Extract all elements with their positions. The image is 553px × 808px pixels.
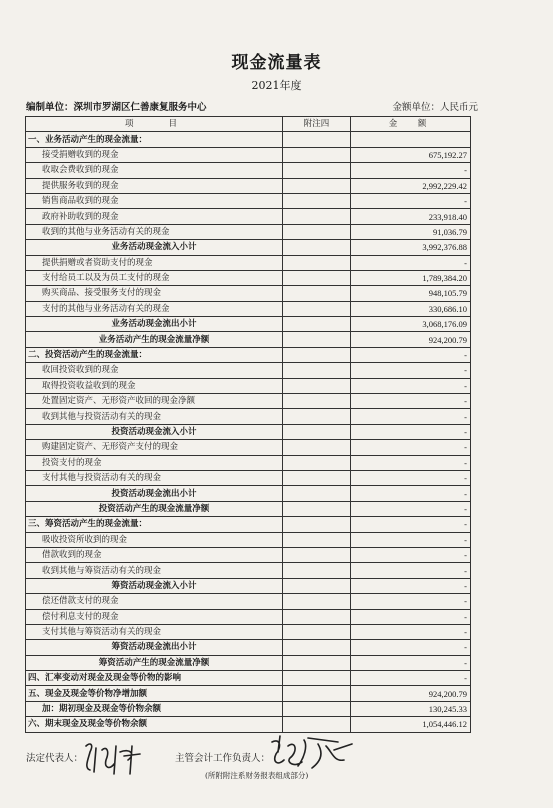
table-row xyxy=(26,609,471,624)
row-note xyxy=(283,317,351,332)
table-row xyxy=(26,486,471,501)
row-amount: - xyxy=(351,163,471,178)
accounting-head-signature xyxy=(268,732,358,776)
row-note xyxy=(283,594,351,609)
row-label: 四、汇率变动对现金及现金等价物的影响 xyxy=(26,671,283,686)
row-note xyxy=(283,532,351,547)
row-note xyxy=(283,455,351,470)
row-note xyxy=(283,717,351,732)
table-header-row xyxy=(26,117,471,132)
row-amount: - xyxy=(351,517,471,532)
table-row xyxy=(26,470,471,485)
table-row xyxy=(26,547,471,562)
column-header-amount: 金 额 xyxy=(351,117,471,132)
row-amount: - xyxy=(351,394,471,409)
row-label: 收取会费收到的现金 xyxy=(26,163,283,178)
table-row xyxy=(26,532,471,547)
table-row xyxy=(26,363,471,378)
table-row xyxy=(26,624,471,639)
table-row xyxy=(26,178,471,193)
row-amount: 924,200.79 xyxy=(351,686,471,701)
row-label: 加：期初现金及现金等价物余额 xyxy=(26,701,283,716)
row-note xyxy=(283,655,351,670)
row-amount: - xyxy=(351,563,471,578)
table-row xyxy=(26,286,471,301)
row-amount: - xyxy=(351,363,471,378)
row-label: 收到其他与投资活动有关的现金 xyxy=(26,409,283,424)
row-amount: 1,054,446.12 xyxy=(351,717,471,732)
table-row xyxy=(26,640,471,655)
row-amount: - xyxy=(351,501,471,516)
footnote: (所附附注系财务报表组成部分) xyxy=(205,771,309,780)
row-note xyxy=(283,517,351,532)
row-amount: 233,918.40 xyxy=(351,209,471,224)
row-label: 投资活动现金流出小计 xyxy=(26,486,283,501)
table-row xyxy=(26,224,471,239)
accounting-head-label: 主管会计工作负责人： xyxy=(175,753,271,764)
row-note xyxy=(283,240,351,255)
row-label: 二、投资活动产生的现金流量： xyxy=(26,347,283,362)
row-amount: 675,192.27 xyxy=(351,147,471,162)
row-note xyxy=(283,332,351,347)
row-amount: - xyxy=(351,424,471,439)
row-note xyxy=(283,209,351,224)
row-note xyxy=(283,409,351,424)
legal-representative-label: 法定代表人： xyxy=(26,753,84,764)
row-label: 一、业务活动产生的现金流量： xyxy=(26,132,283,147)
row-label: 吸收投资所收到的现金 xyxy=(26,532,283,547)
table-row xyxy=(26,563,471,578)
row-label: 接受捐赠收到的现金 xyxy=(26,147,283,162)
table-row xyxy=(26,347,471,362)
row-amount: - xyxy=(351,409,471,424)
row-label: 五、现金及现金等价物净增加额 xyxy=(26,686,283,701)
row-amount: - xyxy=(351,440,471,455)
row-amount: - xyxy=(351,532,471,547)
row-note xyxy=(283,547,351,562)
table-row xyxy=(26,409,471,424)
table-row xyxy=(26,717,471,732)
row-amount: - xyxy=(351,455,471,470)
row-note xyxy=(283,701,351,716)
row-label: 提供捐赠或者资助支付的现金 xyxy=(26,255,283,270)
row-note xyxy=(283,178,351,193)
row-label: 业务活动现金流入小计 xyxy=(26,240,283,255)
table-row xyxy=(26,240,471,255)
row-amount: - xyxy=(351,640,471,655)
row-label: 购买商品、接受服务支付的现金 xyxy=(26,286,283,301)
row-amount: 130,245.33 xyxy=(351,701,471,716)
table-row xyxy=(26,301,471,316)
row-label: 销售商品收到的现金 xyxy=(26,193,283,208)
table-row xyxy=(26,578,471,593)
row-label: 购建固定资产、无形资产支付的现金 xyxy=(26,440,283,455)
column-header-note: 附注四 xyxy=(283,117,351,132)
row-label: 业务活动现金流出小计 xyxy=(26,317,283,332)
row-label: 偿还借款支付的现金 xyxy=(26,594,283,609)
row-amount: - xyxy=(351,671,471,686)
table-row xyxy=(26,270,471,285)
row-label: 支付其他与投资活动有关的现金 xyxy=(26,470,283,485)
row-label: 支付的其他与业务活动有关的现金 xyxy=(26,301,283,316)
row-note xyxy=(283,470,351,485)
row-label: 借款收到的现金 xyxy=(26,547,283,562)
table-row xyxy=(26,394,471,409)
table-row xyxy=(26,193,471,208)
table-row xyxy=(26,701,471,716)
row-note xyxy=(283,424,351,439)
row-note xyxy=(283,301,351,316)
row-note xyxy=(283,440,351,455)
row-amount: - xyxy=(351,609,471,624)
report-year: 2021年度 xyxy=(251,79,302,92)
row-label: 支付其他与筹资活动有关的现金 xyxy=(26,624,283,639)
row-amount: - xyxy=(351,594,471,609)
row-amount: - xyxy=(351,193,471,208)
table-row xyxy=(26,517,471,532)
table-row xyxy=(26,455,471,470)
currency-unit: 金额单位：人民币元 xyxy=(392,102,478,113)
row-amount: - xyxy=(351,486,471,501)
table-body xyxy=(26,132,471,732)
reporting-entity: 编制单位：深圳市罗湖区仁善康复服务中心 xyxy=(26,102,207,113)
row-amount: 948,105.79 xyxy=(351,286,471,301)
row-label: 投资活动现金流入小计 xyxy=(26,424,283,439)
row-note xyxy=(283,286,351,301)
row-amount: - xyxy=(351,624,471,639)
table-row xyxy=(26,655,471,670)
row-note xyxy=(283,255,351,270)
row-note xyxy=(283,193,351,208)
row-amount: - xyxy=(351,378,471,393)
legal-rep-signature xyxy=(80,738,155,778)
row-note xyxy=(283,563,351,578)
row-label: 三、筹资活动产生的现金流量： xyxy=(26,517,283,532)
row-label: 取得投资收益收到的现金 xyxy=(26,378,283,393)
table-row xyxy=(26,378,471,393)
row-label: 偿付利息支付的现金 xyxy=(26,609,283,624)
report-title: 现金流量表 xyxy=(231,53,322,73)
row-note xyxy=(283,347,351,362)
row-amount: 924,200.79 xyxy=(351,332,471,347)
row-note xyxy=(283,363,351,378)
row-note xyxy=(283,640,351,655)
row-note xyxy=(283,394,351,409)
table-row xyxy=(26,255,471,270)
row-label: 提供服务收到的现金 xyxy=(26,178,283,193)
column-header-item: 项 目 xyxy=(26,117,283,132)
row-note xyxy=(283,501,351,516)
row-note xyxy=(283,486,351,501)
row-note xyxy=(283,132,351,147)
table-row xyxy=(26,132,471,147)
row-label: 投资支付的现金 xyxy=(26,455,283,470)
row-label: 支付给员工以及为员工支付的现金 xyxy=(26,270,283,285)
row-label: 筹资活动现金流入小计 xyxy=(26,578,283,593)
row-note xyxy=(283,609,351,624)
row-note xyxy=(283,624,351,639)
table-row xyxy=(26,686,471,701)
row-amount: 2,992,229.42 xyxy=(351,178,471,193)
row-note xyxy=(283,224,351,239)
row-amount: - xyxy=(351,655,471,670)
row-amount: 1,789,384.20 xyxy=(351,270,471,285)
row-amount: 3,068,176.09 xyxy=(351,317,471,332)
table-row xyxy=(26,671,471,686)
row-label: 处置固定资产、无形资产收回的现金净额 xyxy=(26,394,283,409)
row-label: 业务活动产生的现金流量净额 xyxy=(26,332,283,347)
row-amount: - xyxy=(351,578,471,593)
table-row xyxy=(26,317,471,332)
row-label: 收到的其他与业务活动有关的现金 xyxy=(26,224,283,239)
row-amount: - xyxy=(351,255,471,270)
table-row xyxy=(26,440,471,455)
table-row xyxy=(26,332,471,347)
row-note xyxy=(283,686,351,701)
row-note xyxy=(283,578,351,593)
cash-flow-table xyxy=(25,116,471,733)
row-amount: - xyxy=(351,470,471,485)
row-note xyxy=(283,378,351,393)
table-row xyxy=(26,594,471,609)
row-label: 六、期末现金及现金等价物余额 xyxy=(26,717,283,732)
row-label: 投资活动产生的现金流量净额 xyxy=(26,501,283,516)
table-row xyxy=(26,163,471,178)
row-label: 政府补助收到的现金 xyxy=(26,209,283,224)
row-amount xyxy=(351,132,471,147)
row-amount: 3,992,376.88 xyxy=(351,240,471,255)
row-note xyxy=(283,147,351,162)
row-label: 收回投资收到的现金 xyxy=(26,363,283,378)
table-row xyxy=(26,501,471,516)
row-amount: - xyxy=(351,547,471,562)
row-label: 收到其他与筹资活动有关的现金 xyxy=(26,563,283,578)
row-note xyxy=(283,163,351,178)
row-label: 筹资活动现金流出小计 xyxy=(26,640,283,655)
row-amount: 330,686.10 xyxy=(351,301,471,316)
row-amount: - xyxy=(351,347,471,362)
table-row xyxy=(26,147,471,162)
table-row xyxy=(26,209,471,224)
row-amount: 91,036.79 xyxy=(351,224,471,239)
row-label: 筹资活动产生的现金流量净额 xyxy=(26,655,283,670)
table-row xyxy=(26,424,471,439)
row-note xyxy=(283,270,351,285)
row-note xyxy=(283,671,351,686)
